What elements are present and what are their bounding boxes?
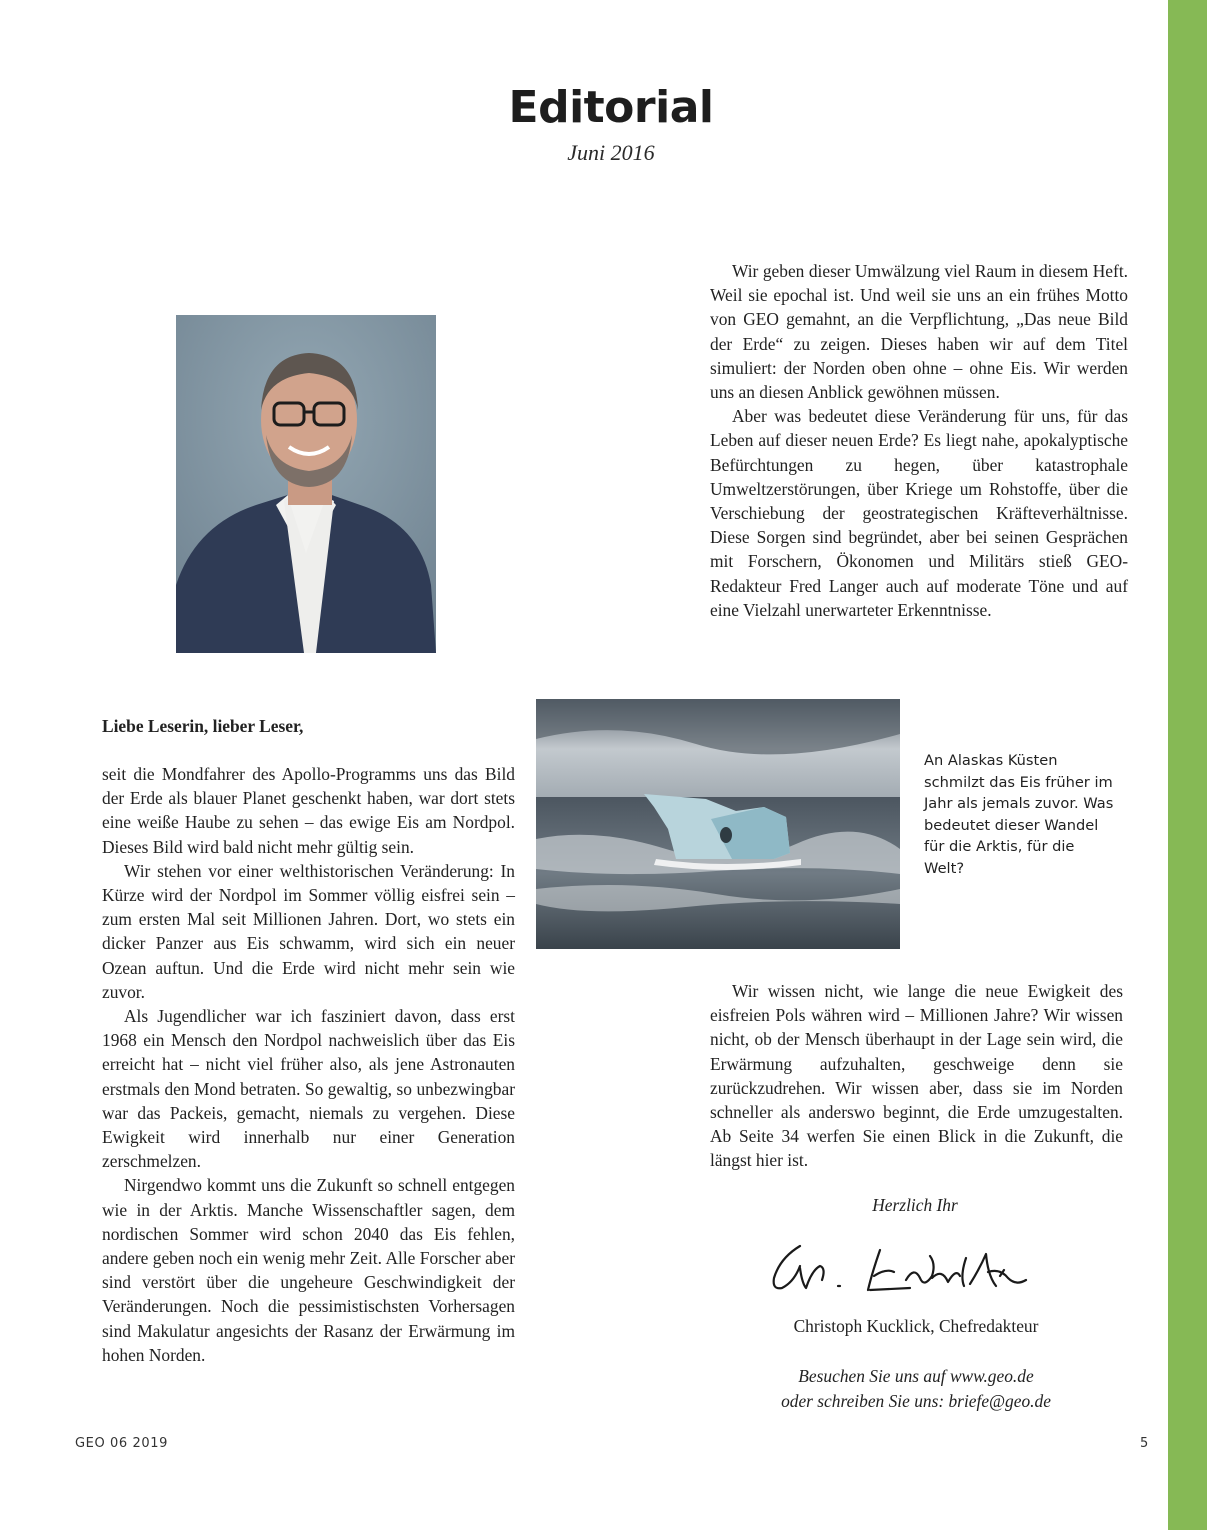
footer-issue: GEO 06 2019 (75, 1436, 169, 1451)
portrait-photo-icon (176, 315, 436, 653)
paragraph: Als Jugendlicher war ich fasziniert davon, dass erst 1968 ein Mensch den Nordpol nachweislich über das Eis erreicht hat – nicht viel früher also, als jene Astronauten erstmals den Mond betraten. So gewaltig, so unbezwingbar war das Packeis, gemacht, niemals zu vergehen. Diese Ewigkeit wird innerhalb nur einer Generation zerschmelzen. (102, 1006, 515, 1172)
iceberg-photo-icon (536, 699, 900, 949)
paragraph: Aber was bedeutet diese Veränderung für uns, für das Leben auf dieser neuen Erde? Es liegt nahe, apokalyptische Befürchtungen zu hegen, über katastrophale Umweltzerstörungen, über Kriege um Rohstoffe, über die Verschiebung der geostrategischen Kräfteverhältnisse. Diese Sorgen sind begründet, aber bei seinen Gesprächen mit Forschern, Ökonomen und Militärs stieß GEO-Redakteur Fred Langer auch auf moderate Töne und auf eine Vielzahl unerwarteter Erkenntnisse. (710, 406, 1128, 620)
paragraph: seit die Mondfahrer des Apollo-Programms uns das Bild der Erde als blauer Planet geschenkt haben, war dort stets eine weiße Haube zu sehen – das ewige Eis am Nordpol. Dieses Bild wird bald nicht mehr gültig sein. (102, 764, 515, 857)
paragraph: Wir geben dieser Umwälzung viel Raum in diesem Heft. Weil sie epochal ist. Und weil sie uns an ein frühes Motto von GEO gemahnt, an die Verpflichtung, „Das neue Bild der Erde“ zu zeigen. Dieses haben wir auf dem Titel simuliert: der Norden oben ohne – ohne Eis. Wir werden uns an diesen Anblick gewöhnen müssen. (710, 261, 1128, 403)
arctic-ice-photo (536, 699, 900, 949)
article-column-right-top (710, 259, 1128, 622)
signer-name: Christoph Kucklick, Chefredakteur (793, 1316, 1039, 1336)
green-side-bar (1168, 0, 1207, 1530)
contact-info (716, 1364, 1116, 1413)
issue-date: Juni 2016 (567, 140, 655, 165)
salutation: Liebe Leserin, lieber Leser, (102, 716, 304, 736)
portrait-photo (176, 315, 436, 653)
handwritten-signature-icon (760, 1228, 1070, 1308)
article-column-left (102, 762, 515, 1367)
page-title: Editorial (508, 82, 714, 133)
article-column-right-bottom (710, 979, 1123, 1173)
email-line: oder schreiben Sie uns: briefe@geo.de (781, 1390, 1051, 1411)
page-number: 5 (1140, 1436, 1149, 1451)
website-line: Besuchen Sie uns auf www.geo.de (798, 1366, 1034, 1386)
paragraph: Nirgendwo kommt uns die Zukunft so schnell entgegen wie in der Arktis. Manche Wissenschaftler sagen, dem nordischen Sommer wird schon 2040 das Eis fehlen, andere geben noch ein wenig mehr Zeit. Alle Forscher aber sind verstört über die ungeheure Geschwindigkeit der Veränderungen. Noch die pessimistischsten Vorhersagen sind Makulatur angesichts der Rasanz der Erwärmung im hohen Norden. (102, 1175, 515, 1365)
paragraph: Wir stehen vor einer welthistorischen Veränderung: In Kürze wird der Nordpol im Sommer völlig eisfrei sein – zum ersten Mal seit Millionen Jahren. Dort, wo stets ein dicker Panzer aus Eis schwamm, wird sich ein neuer Ozean auftun. Und die Erde wird nicht mehr sein wie zuvor. (102, 860, 515, 1002)
signature (760, 1228, 1070, 1308)
closing-greeting: Herzlich Ihr (872, 1195, 958, 1215)
paragraph: Wir wissen nicht, wie lange die neue Ewigkeit des eisfreien Pols währen wird – Millionen Jahre? Wir wissen nicht, ob der Mensch überhaupt in der Lage sein wird, die Erwärmung aufzuhalten, geschweige denn sie zurückzudrehen. Wir wissen aber, dass sie im Norden schneller als anderswo beginnt, die Erde umzugestalten. Ab Seite 34 werfen Sie einen Blick in die Zukunft, die längst hier ist. (710, 981, 1123, 1171)
image-caption: An Alaskas Küsten schmilzt das Eis früher im Jahr als jemals zuvor. Was bedeutet dieser Wandel für die Arktis, für die Welt? (924, 752, 1114, 877)
